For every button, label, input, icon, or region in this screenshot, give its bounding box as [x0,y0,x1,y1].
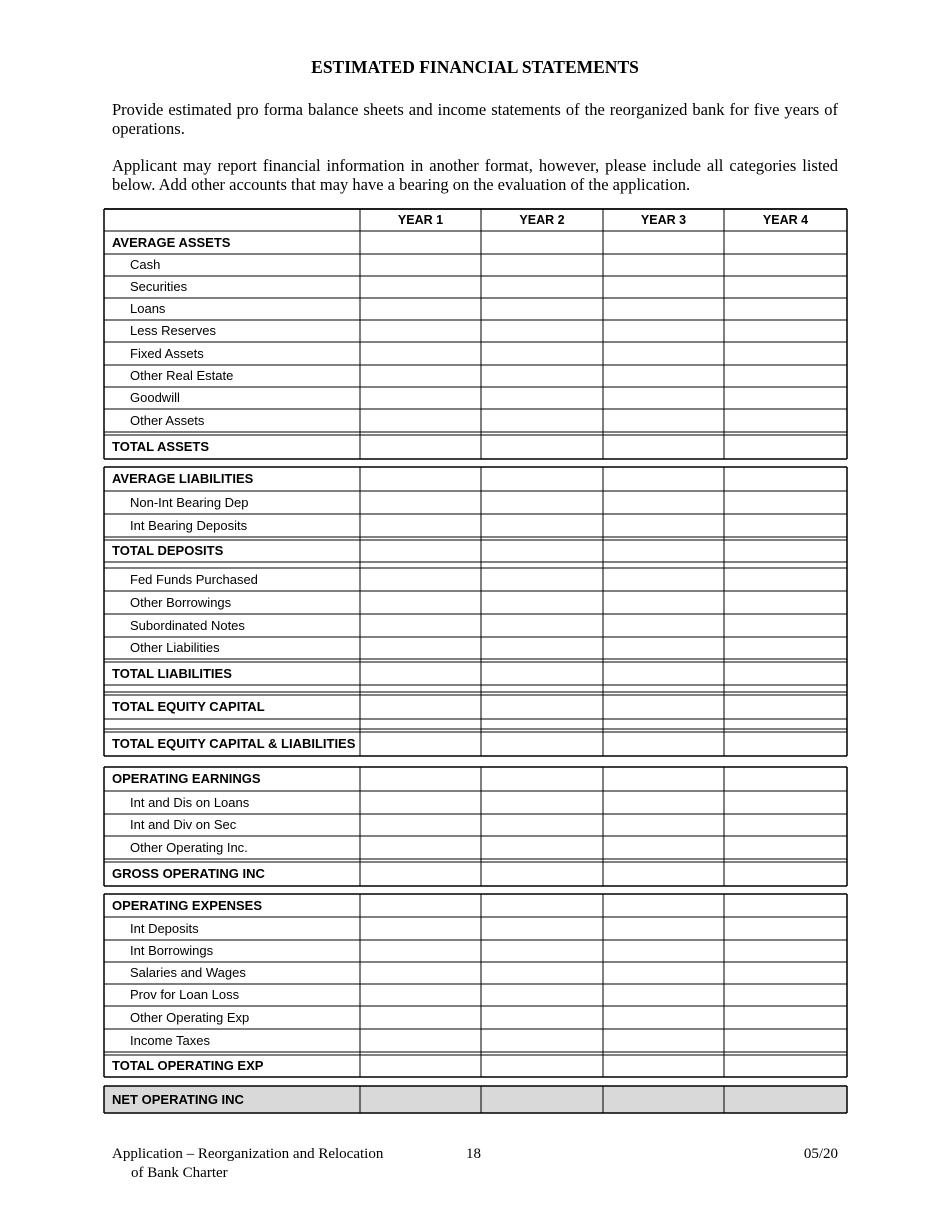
row-label: Securities [130,279,188,294]
page-number: 18 [466,1146,481,1162]
row-label: Loans [130,301,166,316]
row-label: TOTAL DEPOSITS [112,543,224,558]
column-header-year-2: YEAR 2 [519,213,565,227]
row-label: TOTAL EQUITY CAPITAL [112,699,265,714]
row-label: Other Real Estate [130,368,234,383]
row-label: Salaries and Wages [130,965,246,980]
row-label: Cash [130,257,161,272]
footer-title-line-2: of Bank Charter [131,1165,228,1181]
row-label: Other Borrowings [130,595,232,610]
footer-title [112,1145,383,1183]
row-label: OPERATING EXPENSES [112,898,263,913]
instructions-paragraph-1: Provide estimated pro forma balance sheets and income statements of the reorganized bank for five years of operations. [112,100,838,138]
row-label: Less Reserves [130,323,216,338]
row-label: Other Operating Inc. [130,840,248,855]
row-label: Int Bearing Deposits [130,518,248,533]
column-header-year-3: YEAR 3 [640,213,687,227]
row-label: Int and Div on Sec [130,817,237,832]
row-label: TOTAL OPERATING EXP [112,1058,264,1073]
row-label: TOTAL ASSETS [112,439,210,454]
row-label: Other Liabilities [130,640,220,655]
row-label: Prov for Loan Loss [130,987,240,1002]
column-header-year-1: YEAR 1 [397,213,444,227]
row-label: Other Assets [130,413,205,428]
row-label: Goodwill [130,390,180,405]
row-label: AVERAGE LIABILITIES [112,471,254,486]
row-label: TOTAL EQUITY CAPITAL & LIABILITIES [112,736,356,751]
row-label: NET OPERATING INC [112,1092,244,1107]
row-label: GROSS OPERATING INC [112,866,265,881]
row-label: Int and Dis on Loans [130,795,250,810]
row-label: Int Borrowings [130,943,214,958]
page-title: ESTIMATED FINANCIAL STATEMENTS [311,57,639,77]
row-label: Fixed Assets [130,346,204,361]
instructions-paragraph-2: Applicant may report financial information in another format, however, please include all categories listed below. Add other accounts that may have a bearing on the evaluation of the application. [112,156,838,194]
row-label: Other Operating Exp [130,1010,250,1025]
row-label: Subordinated Notes [130,618,245,633]
row-label: OPERATING EARNINGS [112,771,261,786]
row-label: Int Deposits [130,921,199,936]
row-label: Non-Int Bearing Dep [130,495,249,510]
row-label: TOTAL LIABILITIES [112,666,232,681]
column-header-year-4: YEAR 4 [762,213,809,227]
row-label: AVERAGE ASSETS [112,235,231,250]
footer-date: 05/20 [803,1146,838,1162]
footer-title-line-1: Application – Reorganization and Relocation [112,1146,384,1162]
row-label: Income Taxes [130,1033,210,1048]
row-label: Fed Funds Purchased [130,572,258,587]
